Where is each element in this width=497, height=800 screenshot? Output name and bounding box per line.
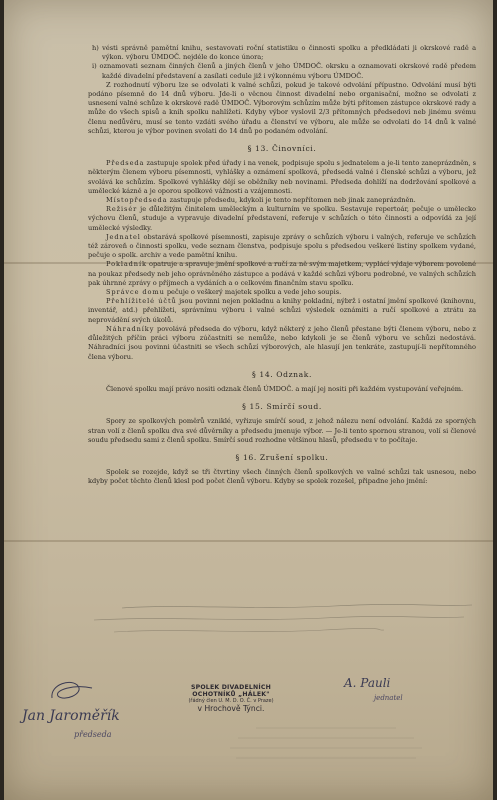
stamp-line-1: SPOLEK DIVADELNÍCH OCHOTNÍKŮ „HÁLEK" <box>190 684 272 698</box>
stamp-line-2: (řádný člen U. M. D. O. Č. v Praze) <box>188 698 274 704</box>
officer-role: Režisér <box>106 205 138 214</box>
document-page <box>4 0 493 800</box>
section-13-heading: § 13. Činovníci. <box>247 144 317 154</box>
section-16-heading: § 16. Zrušení spolku. <box>235 452 329 462</box>
signature-secretary: A. Pauli <box>344 676 391 690</box>
officer-text: obstarává spolkové písemnosti, zapisuje zprávy o schůzích výboru i valných, referuje ve schůzích též zároveň o činnosti spolku, vede seznam členstva, podpisuje spolu s předsedou veškeré listiny spolkem vydané, pečuje o spolk. archiv a vede pamětní knihu. <box>88 232 476 260</box>
officer-text: zastupuje spolek před úřady i na venek, podpisuje spolu s jednatelem a je-li tento zaneprázdněn, s některým členem výboru písemnosti, vyhlášky a oznámení spolková, předsedá valné i členské schůzi a výboru, jež svolává ke schůzím. Spolkové vyhlášky dějí se oběžníky neb novinami. Předseda dohlíží na dodržování spolkové a umělecké kázně a je oporou spolkové vážnosti a vzájemnosti. <box>88 159 476 195</box>
officer-text: zastupuje předsedu, kdykoli je tento nepřítomen neb jinak zaneprázdněn. <box>167 196 416 205</box>
officer-role: Místopředseda <box>106 196 168 205</box>
officer-text: povolává předseda do výboru, když některý z jeho členů přestane býti členem výboru, nebo z důležitých příčin práci výboru zúčastniti se nemůže, nebo kdykoli je se členů výboru ve schůzi nedostává. Náhradníci jsou povinni účastniti se všech schůzí výborových, ale hlasují jen tenkráte, zastupují-li nepřítomného člena výboru. <box>88 324 476 361</box>
signature-flourish-icon <box>44 676 104 706</box>
section-15-heading: § 15. Smírčí soud. <box>242 402 322 412</box>
signature-chairman: Jan Jaroměřík <box>22 708 120 724</box>
officer-role: Pokladník <box>106 260 147 269</box>
officer-role: Přehlížitelé účtů <box>106 297 177 306</box>
officer-text: pečuje o veškerý majetek spolku a vede jeho soupis. <box>164 288 342 297</box>
signature-secretary-role: jednatel <box>374 694 403 702</box>
officer-role: Předseda <box>106 159 145 168</box>
stamp-line-3: v Hrochově Týnci. <box>197 704 265 713</box>
officer-role: Náhradníky <box>106 324 155 333</box>
signature-chairman-role: předseda <box>74 730 112 739</box>
item-h: h) vésti správně pamětní knihu, sestavovati roční statistiku o činnosti spolku a předkládati ji okrskové radě a výkon. výboru ÚMDOČ. nejdéle do konce února; <box>92 44 476 62</box>
officer-role: Správce domu <box>106 288 165 297</box>
officer-role: Jednatel <box>106 232 141 241</box>
section-14-heading: § 14. Odznak. <box>251 369 313 379</box>
section-15-text: Spory ze spolkových poměrů vzniklé, vyřizuje smírčí soud, z jehož nálezu není odvolání. Každá ze sporných stran volí z členů spolku dva své důvěrníky a předsedu jmenuje výbor. — Je-li tento spornou stranou, volí si členové soudu předsedu sami z členů spolku. Smírčí soud rozhodne většinou hlasů, předsedu v to počítaje. <box>88 417 476 444</box>
officer-text: jsou povinni nejen pokladnu a knihy pokladní, nýbrž i ostatní jmění spolkové (knihovnu, inventář, atd.) přehlížeti, správnímu výboru i valné schůzi výsledek oznámiti a ručí spolkové a ztrátu za neprovádění svých úkolů. <box>88 297 476 324</box>
appeal-paragraph: Z rozhodnutí výboru lze se odvolati k valné schůzi, pokud je takové odvolání přípustno. Odvolání musí býti podáno písemně do 14 dnů výboru. Jde-li o věcnou činnost divadelní nebo organisační, možno se odvolati z usnesení valné schůze k okrskové radě ÚMDOČ. Výborovým schůzím může býti přítomen zástupce okrskové rady a může do všech spisů a knih spolku nahlížeti. Kdyby výbor vyslovil 2/3 přítomných předsedovi neb jinému svému členu nedůvěru, musí se tento vzdáti svého úřadu a členství ve výboru, ale může se odvolati do 14 dnů k valné schůzi, kterou je výbor povinen svolati do 14 dnů po podaném odvolání. <box>88 80 476 135</box>
item-i: i) oznamovati seznam činných členů a jiných členů v jeho ÚMDOČ. okrsku a oznamovati okrskové radě předem každé divadelní představení a zasílati cedule již i výkonnému výboru ÚMDOČ. <box>92 62 476 80</box>
society-stamp <box>176 684 286 713</box>
section-16-text: Spolek se rozejde, když se tři čtvrtiny všech činných členů spolkových ve valné schůzi tak usnesou, nebo kdyby počet těchto členů klesl pod počet členů výboru. Kdyby se spolek rozešel, připadne jeho jmění: <box>88 468 476 486</box>
bleed-through-text <box>226 716 426 766</box>
officer-text: opatruje a spravuje jmění spolkové a ručí za ně svým majetkem, vyplácí výdaje výborem povolené na poukaz předsedy neb jeho oprávněného zástupce a podává v každé schůzi výboru podrobné, ve valných schůzích pak úhrnné zprávy o příjmech a vydáních a o celkovém finančním stavu spolku. <box>88 260 476 287</box>
section-14-text: Členové spolku mají právo nositi odznak členů ÚMDOČ. a mají jej nositi při každém vystupování veřejném. <box>106 384 464 393</box>
officer-text: je důležitým činitelem uměleckým a kulturním ve spolku. Sestavuje repertoár, pečuje o umělecko výchovu členů, studuje a vypravuje divadelní představení, referuje v schůzích o této činnosti a odpovídá za její umělecké výsledky. <box>88 205 476 232</box>
